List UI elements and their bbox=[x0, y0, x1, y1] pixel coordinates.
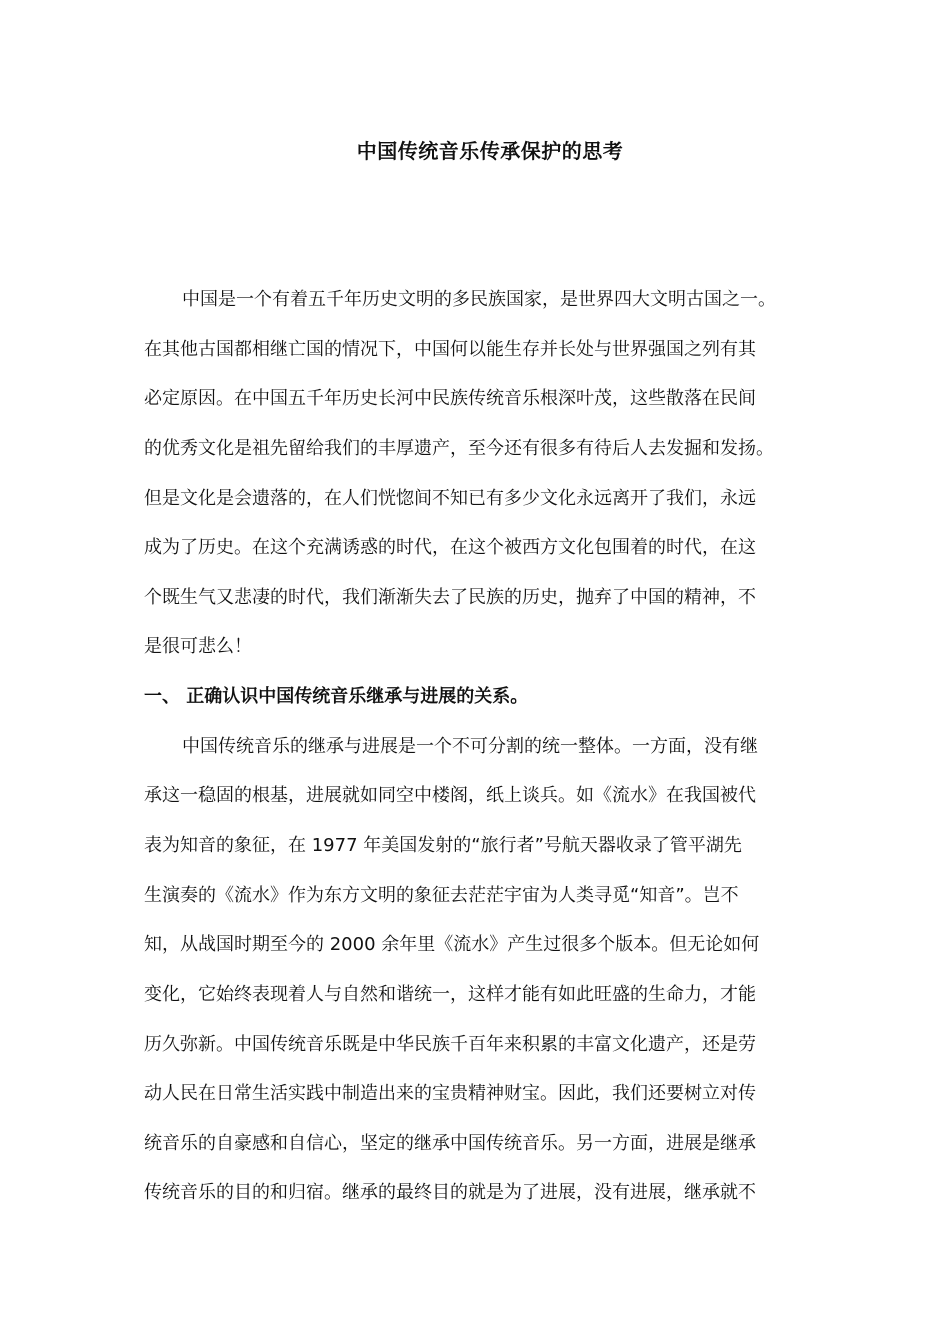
paragraph-line: 统音乐的自豪感和自信心，坚定的继承中国传统音乐。另一方面，进展是继承 bbox=[144, 1133, 756, 1154]
paragraph-line: 但是文化是会遗落的，在人们恍惚间不知已有多少文化永远离开了我们，永远 bbox=[144, 488, 756, 509]
paragraph-line: 动人民在日常生活实践中制造出来的宝贵精神财宝。因此，我们还要树立对传 bbox=[144, 1083, 756, 1104]
paragraph-line: 是很可悲么！ bbox=[144, 636, 252, 657]
paragraph-line: 个既生气又悲凄的时代，我们渐渐失去了民族的历史，抛弃了中国的精神，不 bbox=[144, 587, 756, 608]
paragraph-line: 传统音乐的目的和归宿。继承的最终目的就是为了进展，没有进展，继承就不 bbox=[144, 1182, 756, 1203]
paragraph-line: 在其他古国都相继亡国的情况下，中国何以能生存并长处与世界强国之列有其 bbox=[144, 339, 756, 360]
document-title: 中国传统音乐传承保护的思考 bbox=[356, 139, 624, 163]
paragraph-line: 承这一稳固的根基，进展就如同空中楼阁，纸上谈兵。如《流水》在我国被代 bbox=[144, 785, 756, 806]
paragraph-line: 历久弥新。中国传统音乐既是中华民族千百年来积累的丰富文化遗产，还是劳 bbox=[144, 1034, 756, 1055]
paragraph-line: 变化，它始终表现着人与自然和谐统一，这样才能有如此旺盛的生命力，才能 bbox=[144, 984, 756, 1005]
paragraph-line: 表为知音的象征，在 1977 年美国发射的“旅行者”号航天器收录了管平湖先 bbox=[144, 835, 742, 856]
paragraph-line: 生演奏的《流水》作为东方文明的象征去茫茫宇宙为人类寻觅“知音”。岂不 bbox=[144, 885, 739, 906]
paragraph-line: 必定原因。在中国五千年历史长河中民族传统音乐根深叶茂，这些散落在民间 bbox=[144, 388, 756, 409]
section-heading: 一、 正确认识中国传统音乐继承与进展的关系。 bbox=[144, 686, 529, 707]
paragraph-line: 中国传统音乐的继承与进展是一个不可分割的统一整体。一方面，没有继 bbox=[182, 736, 758, 757]
paragraph-line: 中国是一个有着五千年历史文明的多民族国家，是世界四大文明古国之一。 bbox=[182, 289, 776, 310]
paragraph-line: 成为了历史。在这个充满诱惑的时代，在这个被西方文化包围着的时代，在这 bbox=[144, 537, 756, 558]
paragraph-line: 的优秀文化是祖先留给我们的丰厚遗产，至今还有很多有待后人去发掘和发扬。 bbox=[144, 438, 774, 459]
paragraph-line: 知，从战国时期至今的 2000 余年里《流水》产生过很多个版本。但无论如何 bbox=[144, 934, 760, 955]
